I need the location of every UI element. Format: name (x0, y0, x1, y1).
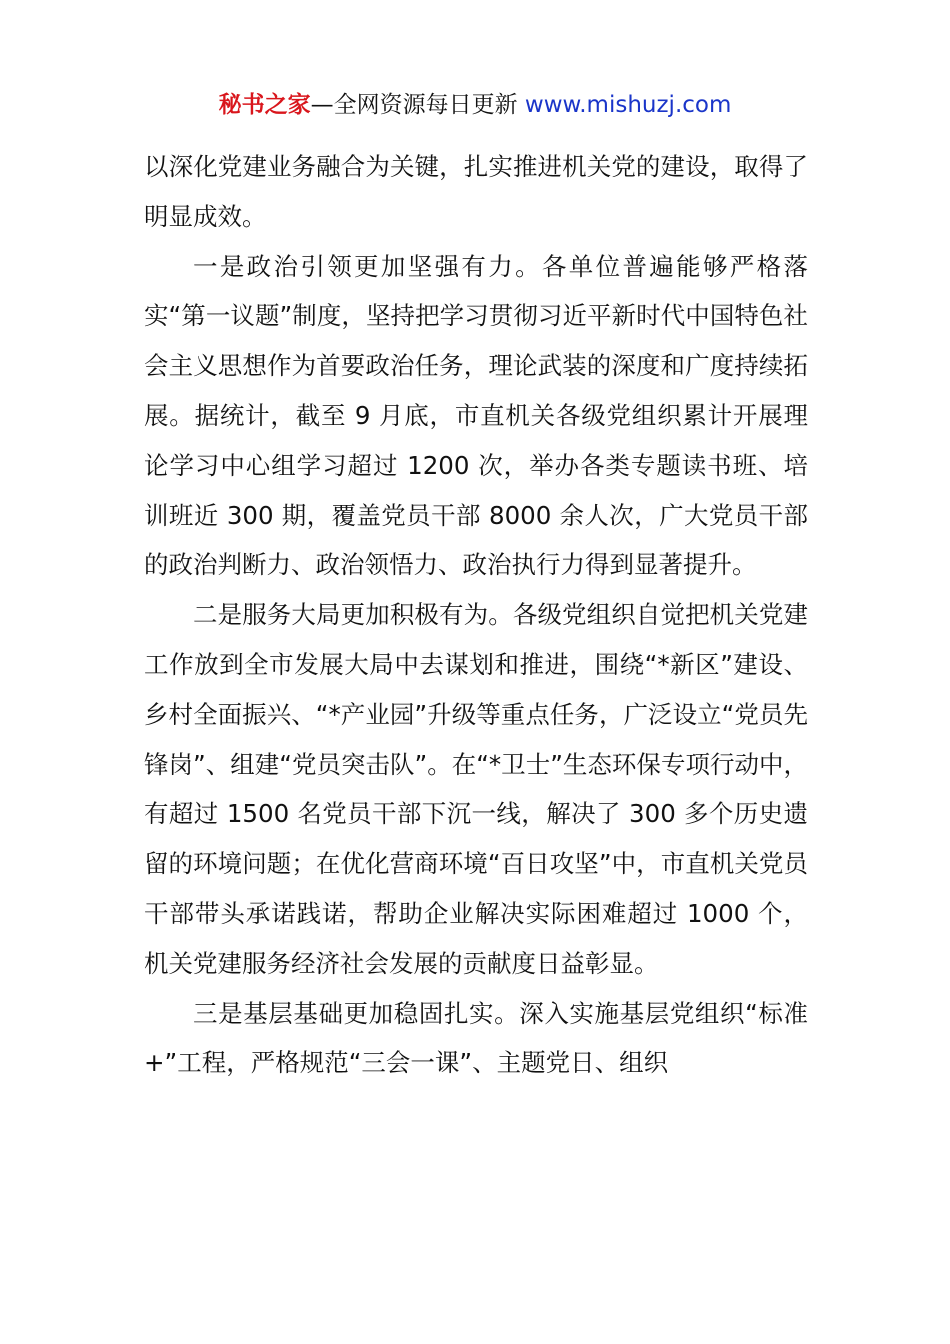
paragraph-political-leadership: 一是政治引领更加坚强有力。各单位普遍能够严格落实“第一议题”制度，坚持把学习贯彻习近平新时代中国特色社会主义思想作为首要政治任务，理论武装的深度和广度持续拓展。据统计，截至 9 月底，市直机关各级党组织累计开展理论学习中心组学习超过 1200 次，举办各类专题读书班、培训班近 300 期，覆盖党员干部 8000 余人次，广大党员干部的政治判断力、政治领悟力、政治执行力得到显著提升。 (144, 251, 808, 580)
site-slogan: —全网资源每日更新 (310, 92, 518, 118)
paragraph-continuation: 以深化党建业务融合为关键，扎实推进机关党的建设，取得了明显成效。 (144, 152, 808, 231)
document-body (144, 142, 808, 1088)
site-brand: 秘书之家 (218, 92, 311, 118)
site-url-link[interactable]: www.mishuzj.com (524, 92, 732, 118)
paragraph-serving-overall: 二是服务大局更加积极有为。各级党组织自觉把机关党建工作放到全市发展大局中去谋划和推进，围绕“*新区”建设、乡村全面振兴、“*产业园”升级等重点任务，广泛设立“党员先锋岗”、组建“党员突击队”。在“*卫士”生态环保专项行动中，有超过 1500 名党员干部下沉一线，解决了 300 多个历史遗留的环境问题；在优化营商环境“百日攻坚”中，市直机关党员干部带头承诺践诺，帮助企业解决实际困难超过 1000 个，机关党建服务经济社会发展的贡献度日益彰显。 (144, 600, 808, 978)
site-header (0, 88, 950, 122)
paragraph-grassroots-foundation: 三是基层基础更加稳固扎实。深入实施基层党组织“标准+”工程，严格规范“三会一课”、主题党日、组织 (144, 998, 808, 1078)
